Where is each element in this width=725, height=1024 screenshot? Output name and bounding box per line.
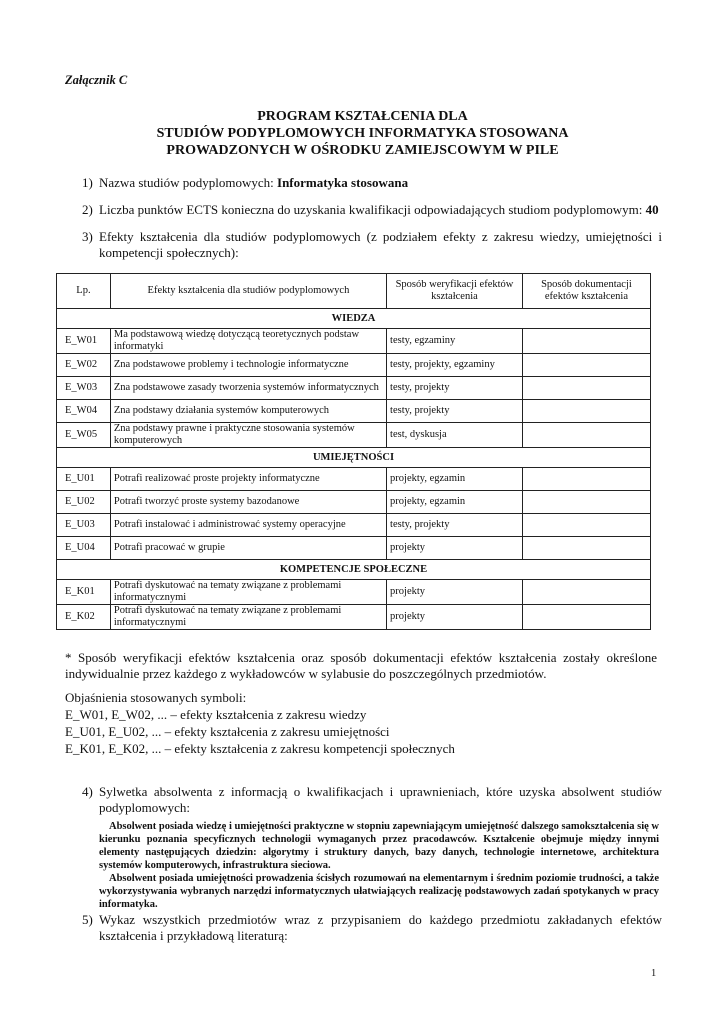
row-verification: projekty, egzamin [387,491,523,514]
row-documentation [522,580,650,605]
row-documentation [522,377,650,400]
row-effect: Ma podstawową wiedzę dotyczącą teoretycznych podstaw informatyki [110,329,386,354]
document-title [0,108,725,159]
row-verification: testy, projekty [387,400,523,423]
row-code: E_U04 [57,537,111,560]
row-documentation [522,537,650,560]
row-effect: Zna podstawy prawne i praktyczne stosowania systemów komputerowych [110,423,386,448]
row-verification: projekty [387,537,523,560]
item-study-name [82,175,662,191]
row-code: E_U02 [57,491,111,514]
row-documentation [522,605,650,630]
legend-line: E_W01, E_W02, ... – efekty kształcenia z zakresu wiedzy [65,707,367,722]
row-documentation [522,514,650,537]
row-documentation [522,491,650,514]
symbols-legend [65,689,455,757]
legend-line: E_U01, E_U02, ... – efekty kształcenia z zakresu umiejętności [65,724,390,739]
item-number: 2) [82,202,93,217]
study-name-value: Informatyka stosowana [277,175,409,190]
item-text: Sylwetka absolwenta z informacją o kwalifikacjach i uprawnieniach, które uzyska absolwent studiów podyplomowych: [99,784,662,815]
legend-line: E_K01, E_K02, ... – efekty kształcenia z zakresu kompetencji społecznych [65,741,455,756]
table-row [57,354,651,377]
row-effect: Potrafi dyskutować na tematy związane z problemami informatycznymi [110,580,386,605]
section-competences: KOMPETENCJE SPOŁECZNE [57,560,651,580]
header-documentation: Sposób dokumentacji efektów kształcenia [522,274,650,309]
row-code: E_W02 [57,354,111,377]
table-row [57,377,651,400]
item-number: 1) [82,175,93,190]
title-line-2: STUDIÓW PODYPLOMOWYCH INFORMATYKA STOSOWANA [156,126,569,141]
row-code: E_W03 [57,377,111,400]
row-verification: testy, egzaminy [387,329,523,354]
row-effect: Potrafi realizować proste projekty informatyczne [110,468,386,491]
table-row [57,400,651,423]
learning-outcomes-table [56,273,651,630]
row-verification: testy, projekty [387,377,523,400]
item-graduate-profile [82,784,662,816]
table-row [57,537,651,560]
item-text: Liczba punktów ECTS konieczna do uzyskania kwalifikacji odpowiadających studiom podyplomowym: [99,202,646,217]
legend-title: Objaśnienia stosowanych symboli: [65,690,247,705]
item-learning-outcomes [82,229,662,261]
row-documentation [522,354,650,377]
title-line-3: PROWADZONYCH W OŚRODKU ZAMIEJSCOWYM W PILE [166,143,559,158]
row-verification: test, dyskusja [387,423,523,448]
table-row [57,580,651,605]
row-verification: testy, projekty, egzaminy [387,354,523,377]
header-lp: Lp. [57,274,111,309]
row-code: E_W01 [57,329,111,354]
row-verification: projekty [387,605,523,630]
row-code: E_U01 [57,468,111,491]
row-effect: Potrafi pracować w grupie [110,537,386,560]
graduate-profile-text [99,820,659,911]
row-code: E_K02 [57,605,111,630]
row-documentation [522,423,650,448]
row-code: E_U03 [57,514,111,537]
row-verification: projekty [387,580,523,605]
row-code: E_W05 [57,423,111,448]
row-effect: Zna podstawowe zasady tworzenia systemów informatycznych [110,377,386,400]
row-effect: Potrafi instalować i administrować systemy operacyjne [110,514,386,537]
profile-paragraph: Absolwent posiada wiedzę i umiejętności praktyczne w stopniu zapewniającym umiejętność dalszego samokształcenia się w kierunku poznania specyficznych technologii wymaganych przez pracodawców. Kształcenie obejmuje między innymi elementy następujących dziedzin: algorytmy i struktury danych, bazy danych, technologie internetowe, architektura systemów komputerowych, infrastruktura sieciowa. [99,821,659,871]
table-row [57,468,651,491]
title-line-1: PROGRAM KSZTAŁCENIA DLA [257,109,468,124]
header-effects: Efekty kształcenia dla studiów podyplomowych [110,274,386,309]
row-effect: Zna podstawowe problemy i technologie informatyczne [110,354,386,377]
table-header-row [57,274,651,309]
item-ects-points [82,202,662,218]
table-row [57,491,651,514]
header-verification: Sposób weryfikacji efektów kształcenia [387,274,523,309]
section-skills: UMIEJĘTNOŚCI [57,448,651,468]
row-code: E_W04 [57,400,111,423]
table-row [57,605,651,630]
footnote-verification: * Sposób weryfikacji efektów kształcenia oraz sposób dokumentacji efektów kształcenia zostały określone indywidualnie przez każdego z wykładowców w sylabusie do poszczególnych przedmiotów. [65,650,657,681]
row-documentation [522,329,650,354]
item-number: 5) [82,912,93,927]
row-code: E_K01 [57,580,111,605]
table-row [57,514,651,537]
row-effect: Potrafi tworzyć proste systemy bazodanowe [110,491,386,514]
row-effect: Potrafi dyskutować na tematy związane z problemami informatycznymi [110,605,386,630]
profile-paragraph: Absolwent posiada umiejętności prowadzenia ścisłych rozumowań na elementarnym i średnim poziomie trudności, a także wykorzystywania wybranych narzędzi informatycznych ułatwiających realizację podstawowych zadań spotykanych w pracy informatyka. [99,873,659,910]
table-row [57,329,651,354]
annex-label: Załącznik C [65,73,128,87]
item-text: Nazwa studiów podyplomowych: [99,175,278,190]
item-subjects-list [82,912,662,944]
item-text: Efekty kształcenia dla studiów podyplomowych (z podziałem efekty z zakresu wiedzy, umiejętności i kompetencji społecznych): [99,229,662,260]
item-number: 3) [82,229,93,244]
page-number: 1 [651,968,657,979]
row-documentation [522,468,650,491]
section-knowledge: WIEDZA [57,309,651,329]
row-verification: testy, projekty [387,514,523,537]
row-documentation [522,400,650,423]
row-verification: projekty, egzamin [387,468,523,491]
ects-points-value: 40 [645,202,659,217]
table-row [57,423,651,448]
row-effect: Zna podstawy działania systemów komputerowych [110,400,386,423]
item-number: 4) [82,784,93,799]
item-text: Wykaz wszystkich przedmiotów wraz z przypisaniem do każdego przedmiotu zakładanych efektów kształcenia i przykładową literaturą: [99,912,662,943]
